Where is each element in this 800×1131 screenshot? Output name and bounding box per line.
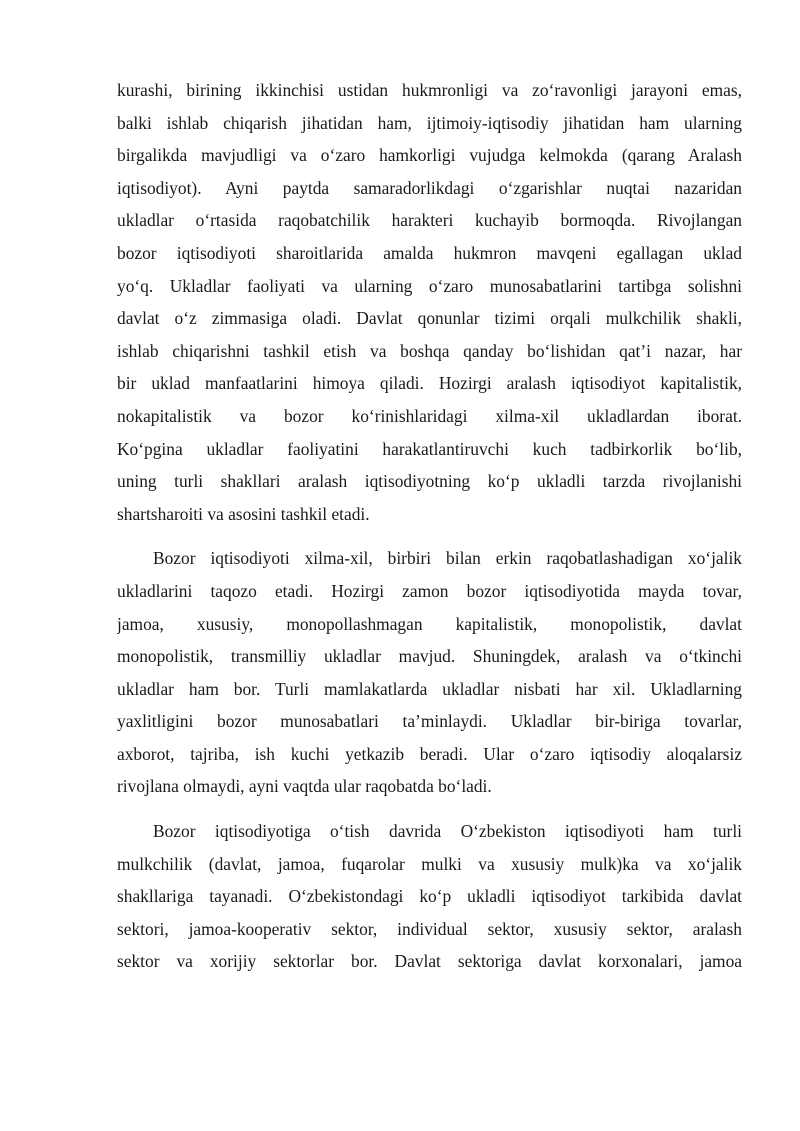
paragraph-3: [117, 815, 742, 978]
text-line: kurashi, birining ikkinchisi ustidan hukmronligi va zo‘ravonligi jarayoni emas,: [117, 80, 742, 100]
document-body: [117, 74, 742, 978]
text-line: mulkchilik (davlat, jamoa, fuqarolar mulki va xususiy mulk)ka va xo‘jalik: [117, 853, 742, 874]
text-line: birgalikda mavjudligi va o‘zaro hamkorligi vujudga kelmokda (qarang Aralash: [117, 145, 742, 166]
text-line: uning turli shakllari aralash iqtisodiyotning ko‘p ukladli tarzda rivojlanishi: [117, 471, 742, 492]
text-line: Ko‘pgina ukladlar faoliyatini harakatlantiruvchi kuch tadbirkorlik bo‘lib,: [117, 438, 742, 459]
text-line: ukladlar ham bor. Turli mamlakatlarda ukladlar nisbati har xil. Ukladlarning: [117, 678, 742, 699]
text-line: shakllariga tayanadi. O‘zbekistondagi ko‘p ukladli iqtisodiyot tarkibida davlat: [117, 886, 742, 907]
text-line: Bozor iqtisodiyoti xilma-xil, birbiri bilan erkin raqobatlashadigan xo‘jalik: [153, 548, 742, 569]
text-line: axborot, tajriba, ish kuchi yetkazib beradi. Ular o‘zaro iqtisodiy aloqalarsiz: [117, 743, 742, 764]
text-line: shartsharoiti va asosini tashkil etadi.: [117, 503, 370, 524]
text-line: nokapitalistik va bozor ko‘rinishlaridagi xilma-xil ukladlardan iborat.: [117, 405, 742, 426]
text-line: balki ishlab chiqarish jihatidan ham, ijtimoiy-iqtisodiy jihatidan ham ularning: [117, 112, 742, 133]
paragraph-1: [117, 74, 742, 530]
text-line: yo‘q. Ukladlar faoliyati va ularning o‘zaro munosabatlarini tartibga solishni: [117, 275, 742, 296]
text-line: jamoa, xususiy, monopollashmagan kapitalistik, monopolistik, davlat: [117, 613, 742, 634]
text-line: yaxlitligini bozor munosabatlari ta’minlaydi. Ukladlar bir-biriga tovarlar,: [117, 711, 742, 732]
text-line: bozor iqtisodiyoti sharoitlarida amalda hukmron mavqeni egallagan uklad: [117, 242, 742, 263]
paragraph-2: [117, 542, 742, 803]
text-line: rivojlana olmaydi, ayni vaqtda ular raqobatda bo‘ladi.: [117, 776, 492, 797]
text-line: Bozor iqtisodiyotiga o‘tish davrida O‘zbekiston iqtisodiyoti ham turli: [153, 821, 742, 842]
text-line: iqtisodiyot). Ayni paytda samaradorlikdagi o‘zgarishlar nuqtai nazaridan: [117, 177, 742, 198]
text-line: ishlab chiqarishni tashkil etish va boshqa qanday bo‘lishidan qat’i nazar, har: [117, 340, 742, 361]
text-line: ukladlar o‘rtasida raqobatchilik harakteri kuchayib bormoqda. Rivojlangan: [117, 210, 742, 231]
text-line: davlat o‘z zimmasiga oladi. Davlat qonunlar tizimi orqali mulkchilik shakli,: [117, 308, 742, 329]
text-line: monopolistik, transmilliy ukladlar mavjud. Shuningdek, aralash va o‘tkinchi: [117, 646, 742, 667]
text-line: sektori, jamoa-kooperativ sektor, individual sektor, xususiy sektor, aralash: [117, 918, 742, 939]
text-line: sektor va xorijiy sektorlar bor. Davlat sektoriga davlat korxonalari, jamoa: [117, 951, 742, 972]
text-line: bir uklad manfaatlarini himoya qiladi. Hozirgi aralash iqtisodiyot kapitalistik,: [117, 373, 742, 394]
text-line: ukladlarini taqozo etadi. Hozirgi zamon bozor iqtisodiyotida mayda tovar,: [117, 580, 742, 601]
